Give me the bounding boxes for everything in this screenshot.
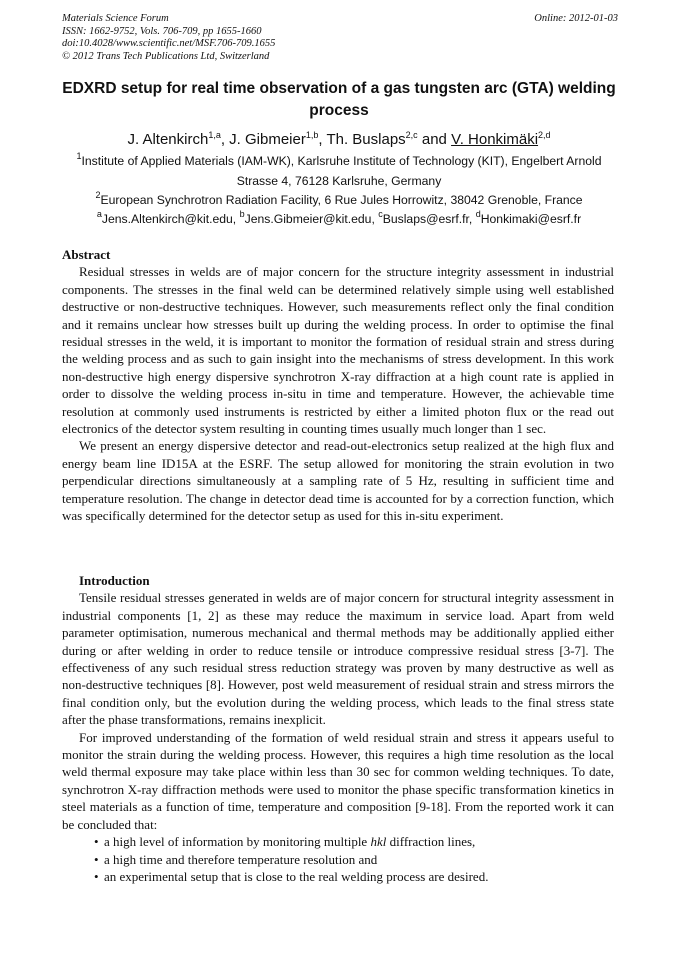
email-list: [62, 210, 616, 230]
copyright-line: © 2012 Trans Tech Publications Ltd, Switzerland: [62, 50, 270, 62]
affiliation-mark: 1: [76, 151, 82, 161]
email-mark: d: [475, 209, 481, 219]
affiliation-text: European Synchrotron Radiation Facility, 6 Rue Jules Horrowitz, 38042 Grenoble, France: [100, 193, 583, 207]
abstract-heading: Abstract: [62, 247, 111, 262]
introduction-paragraph-2: For improved understanding of the formation of weld residual strain and stress it appears useful to monitor the strain during the welding process. However, this requires a high time resolution as the local weld thermal exposure may take place within less than 30 sec for common welding techniques. To date, synchrotron X-ray diffraction methods were used to monitor the phase specific transformation kinetics in steel materials as a function of time, temperature and composition [9-18]. From the reported work it can be concluded that:: [62, 729, 614, 832]
author-name: J. Altenkirch: [127, 131, 209, 148]
author-list: [62, 130, 616, 150]
email-address[interactable]: Buslaps@esrf.fr,: [382, 212, 476, 226]
journal-name: Materials Science Forum: [62, 13, 169, 24]
author-separator: and: [417, 131, 452, 148]
abstract-paragraph-2: We present an energy dispersive detector and read-out-electronics setup realized at the high flux and energy beam line ID15A at the ESRF. The setup allowed for monitoring the strain evolution in two perpendicular directions simultaneously at a sampling rate of 5 Hz, resulting in sufficient time and temperature resolution. The change in detector dead time is accounted for by a correction function, which was specifically determined for the detector setup as used for this in-situ experiment.: [62, 438, 614, 524]
doi-line[interactable]: doi:10.4028/www.scientific.net/MSF.706-709.1655: [62, 38, 276, 49]
requirements-list: [62, 833, 614, 885]
author-affiliation-mark: 1,a: [208, 130, 221, 140]
list-item-text: an experimental setup that is close to the real welding process are desired.: [104, 868, 489, 884]
online-date: Online: 2012-01-03: [534, 13, 618, 24]
list-item: [96, 833, 614, 850]
bullet-icon: •: [94, 868, 99, 884]
abstract-paragraph-1: Residual stresses in welds are of major concern for the structure integrity assessment in industrial components. The stresses in the final weld can be determined relatively simple using well established destructive or non-destructive techniques. However, such measurements reflect only the final condition and it remains unclear how stresses built up during the welding process. In order to optimise the final residual stresses in the weld, it is important to monitor the formation of residual strain and stress during the welding process and as such to gain insight into the mechanisms of stress development. In this work non-destructive high energy dispersive synchrotron X-ray diffraction at a high count rate is applied in order to dissolve the welding process in-situ in time and temperature. However, the achievable time resolution at commonly used instruments is restricted by either a limited photon flux or the read out electronics of the detector system resulting in counting times usually much longer than 1 sec.: [62, 264, 614, 437]
email-mark: c: [378, 209, 383, 219]
affiliation-1: [62, 152, 616, 191]
introduction-section: [62, 572, 614, 885]
author-affiliation-mark: 1,b: [305, 130, 319, 140]
introduction-heading: Introduction: [79, 573, 150, 588]
list-item-text: a high time and therefore temperature resolution and: [104, 851, 378, 867]
journal-header: [62, 13, 618, 63]
email-mark: a: [96, 209, 102, 219]
affiliation-text: Institute of Applied Materials (IAM-WK), Karlsruhe Institute of Technology (KIT), Engelbert Arnold Strasse 4, 76128 Karlsruhe, Germany: [81, 154, 602, 188]
abstract-section: [62, 246, 614, 525]
bullet-icon: •: [94, 834, 99, 850]
list-item: [96, 851, 614, 868]
author-separator: ,: [318, 131, 327, 148]
author-separator: ,: [220, 131, 230, 148]
hkl-emphasis: hkl: [370, 834, 387, 850]
issn-line: ISSN: 1662-9752, Vols. 706-709, pp 1655-1660: [62, 25, 262, 37]
corresponding-author-name: V. Honkimäki: [451, 131, 539, 148]
bullet-icon: •: [94, 851, 99, 867]
list-item: [96, 868, 614, 885]
email-address[interactable]: Honkimaki@esrf.fr: [480, 212, 582, 226]
author-name: Th. Buslaps: [326, 131, 406, 148]
paper-title: EDXRD setup for real time observation of a gas tungsten arc (GTA) welding process: [62, 80, 616, 119]
author-name: J. Gibmeier: [229, 131, 306, 148]
list-item-text: a high level of information by monitoring multiple: [104, 834, 371, 850]
author-affiliation-mark: 2,d: [538, 130, 551, 140]
affiliation-2: [62, 191, 616, 211]
introduction-paragraph-1: Tensile residual stresses generated in welds are of major concern for structural integrity assessment in industrial components [1, 2] as these may reduce the maximum in service load. Apart from weld parameter optimisation, numerous mechanical and thermal methods may be additionally applied either during or after welding in order to reduce tensile or introduce compressive residual stress [3-7]. The effectiveness of any such residual stress reduction strategy was proven by many destructive as well as non-destructive techniques [8]. However, post weld measurement of residual strain and stress mirrors the final condition only, but the evolution during the welding process, which leads to the final stress state after the phase transformations, remains inexplicit.: [62, 590, 614, 728]
list-item-text: diffraction lines,: [386, 834, 476, 850]
author-affiliation-mark: 2,c: [405, 130, 418, 140]
email-mark: b: [239, 209, 245, 219]
affiliation-mark: 2: [95, 190, 101, 200]
email-address[interactable]: Jens.Gibmeier@kit.edu,: [244, 212, 379, 226]
email-address[interactable]: Jens.Altenkirch@kit.edu,: [101, 212, 240, 226]
